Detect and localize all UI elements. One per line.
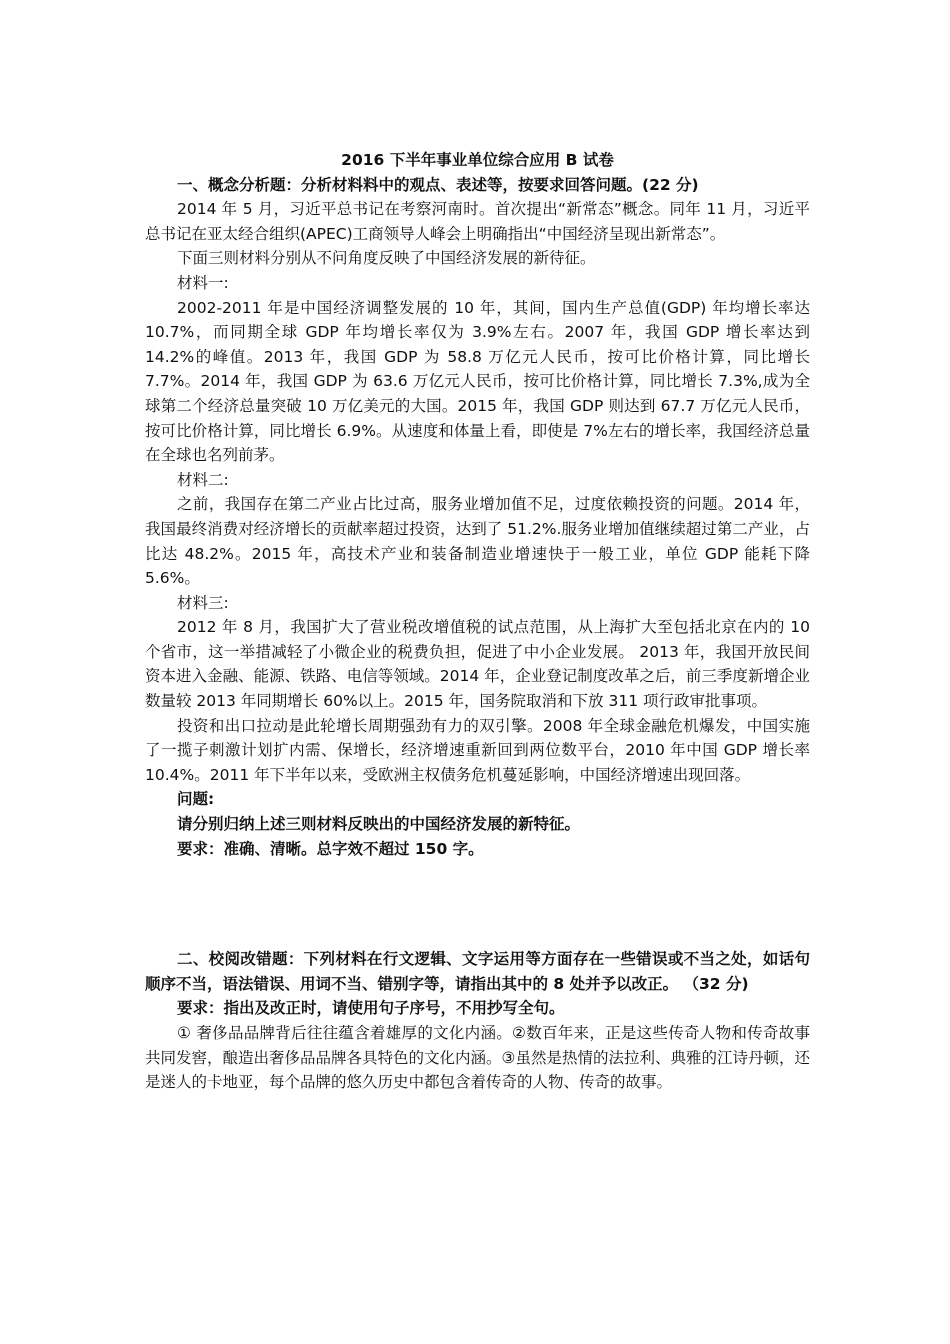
material2-text: 之前，我国存在第二产业占比过高，服务业增加值不足，过度依赖投资的问题。2014 年，我国最终消费对经济增长的贡献率超过投资，达到了 51.2%.服务业增加值继续超过第二产业，占比达 48.2%。2015 年，高技术产业和装备制造业增速快于一般工业，单位 GDP 能耗下降 5.6%。	[145, 495, 810, 588]
section1-heading: 一、概念分析题：分析材料料中的观点、表述等，按要求回答问题。(22 分)	[177, 175, 699, 194]
material1-label: 材料一:	[177, 273, 229, 292]
intro-paragraph-1: 2014 年 5 月，习近平总书记在考察河南时。首次提出“新常态”概念。同年 11 月，习近平总书记在亚太经合组织(APEC)工商领导人峰会上明确指出“中国经济呈现出新常态”。	[145, 200, 810, 243]
material1-text: 2002-2011 年是中国经济调整发展的 10 年，其间，国内生产总值(GDP) 年均增长率达 10.7%，而同期全球 GDP 年均增长率仅为 3.9%左右。2007 年，我国 GDP 增长率达到 14.2%的峰值。2013 年，我国 GDP 为 58.8 万亿元人民币，按可比价格计算，同比增长 7.7%。2014 年，我国 GDP 为 63.6 万亿元人民币，按可比价格计算，同比增长 7.3%,成为全球第二个经济总量突破 10 万亿美元的大国。2015 年，我国 GDP 则达到 67.7 万亿元人民币，按可比价格计算，同比增长 6.9%。从速度和体量上看，即使是 7%左右的增长率，我国经济总量在全球也名列前茅。	[145, 298, 810, 465]
section2-heading: 二、校阅改错题：下列材料在行文逻辑、文字运用等方面存在一些错误或不当之处，如话句顺序不当，语法错误、用词不当、错别字等，请指出其中的 8 处并予以改正。 （32 分)	[145, 950, 810, 993]
document-title: 2016 下半年事业单位综合应用 B 试卷	[341, 151, 614, 169]
material3-text: 2012 年 8 月，我国扩大了营业税改增值税的试点范围，从上海扩大至包括北京在内的 10 个省市，这一举措减轻了小微企业的税费负担，促进了中小企业发展。 2013 年，我国开放民间资本进入金融、能源、铁路、电信等领域。2014 年，企业登记制度改革之后，前三季度新增企业数量较 2013 年同期增长 60%以上。2015 年，国务院取消和下放 311 项行政审批事项。	[145, 618, 810, 711]
material2-label: 材料二:	[177, 470, 229, 489]
question-requirement: 要求：准确、清晰。总字效不超过 150 字。	[177, 839, 484, 858]
question-text: 请分别归纳上述三则材料反映出的中国经济发展的新特征。	[177, 815, 581, 834]
section2-requirement: 要求：指出及改正时，请使用句子序号，不用抄写全句。	[177, 999, 565, 1018]
section2-text: ① 奢侈品品牌背后往往蕴含着雄厚的文化内涵。②数百年来，正是这些传奇人物和传奇故事共同发窖，酿造出奢侈品品牌各具特色的文化内涵。③虽然是热情的法拉利、典雅的江诗丹顿，还是迷人的卡地亚，每个品牌的悠久历史中都包含着传奇的人物、传奇的故事。	[145, 1024, 810, 1092]
material3-label: 材料三:	[177, 593, 229, 612]
material4-text: 投资和出口拉动是此轮增长周期强劲有力的双引擎。2008 年全球金融危机爆发，中国实施了一揽子刺激计划扩内需、保增长，经济增速重新回到两位数平台，2010 年中国 GDP 增长率 10.4%。2011 年下半年以来，受欧洲主权债务危机蔓延影响，中国经济增速出现回落。	[145, 716, 810, 784]
spacer	[145, 861, 810, 947]
question-label: 问题:	[177, 790, 215, 809]
intro-paragraph-2: 下面三则材料分别从不问角度反映了中国经济发展的新待征。	[177, 249, 596, 268]
document-page	[145, 148, 810, 1095]
